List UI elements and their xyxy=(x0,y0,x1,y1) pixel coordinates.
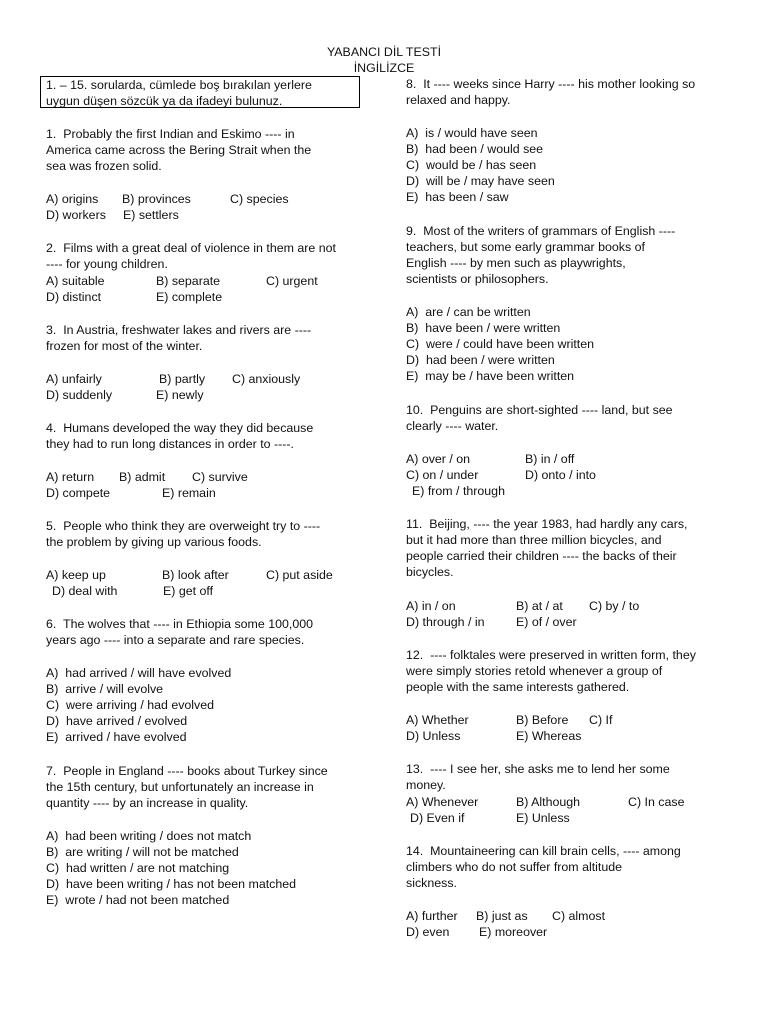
question-12-option: E) Whereas xyxy=(516,729,582,743)
question-4-option: C) survive xyxy=(192,470,248,484)
question-4-option: A) return xyxy=(46,470,95,484)
question-10-option: E) from / through xyxy=(412,484,505,498)
question-8-option: E) has been / saw xyxy=(406,190,509,204)
question-9-stem-line: scientists or philosophers. xyxy=(406,272,549,286)
question-11-option: C) by / to xyxy=(589,599,640,613)
question-5-option: B) look after xyxy=(162,568,229,582)
test-title: YABANCI DİL TESTİ xyxy=(326,45,442,59)
question-13-option: D) Even if xyxy=(410,811,465,825)
question-1-option: C) species xyxy=(230,192,289,206)
question-4-stem-line: 4. Humans developed the way they did because xyxy=(46,421,314,435)
question-12-option: A) Whether xyxy=(406,713,469,727)
question-13-option: E) Unless xyxy=(516,811,570,825)
question-11-option: A) in / on xyxy=(406,599,456,613)
question-5-option: A) keep up xyxy=(46,568,106,582)
question-5-option: E) get off xyxy=(163,584,214,598)
question-13-option: C) In case xyxy=(628,795,685,809)
question-9-option: D) had been / were written xyxy=(406,353,555,367)
question-8-option: B) had been / would see xyxy=(406,142,544,156)
question-8-option: A) is / would have seen xyxy=(406,126,538,140)
question-6-option: C) were arriving / had evolved xyxy=(46,698,215,712)
question-1-stem-line: 1. Probably the first Indian and Eskimo ---- in xyxy=(46,127,295,141)
question-2-option: B) separate xyxy=(156,274,221,288)
question-1-option: B) provinces xyxy=(122,192,191,206)
question-14-option: A) further xyxy=(406,909,458,923)
question-5-option: C) put aside xyxy=(266,568,333,582)
question-7-option: D) have been writing / has not been matched xyxy=(46,877,297,891)
question-8-option: D) will be / may have seen xyxy=(406,174,555,188)
question-13-stem-line: 13. ---- I see her, she asks me to lend her some xyxy=(406,762,670,776)
question-4-option: E) remain xyxy=(162,486,216,500)
question-2-stem-line: 2. Films with a great deal of violence in them are not xyxy=(46,241,336,255)
question-14-option: E) moreover xyxy=(479,925,548,939)
question-7-stem-line: quantity ---- by an increase in quality. xyxy=(46,796,249,810)
question-1-stem-line: America came across the Bering Strait when the xyxy=(46,143,312,157)
question-1-option: D) workers xyxy=(46,208,106,222)
question-10-stem-line: 10. Penguins are short-sighted ---- land, but see xyxy=(406,403,673,417)
question-6-option: E) arrived / have evolved xyxy=(46,730,187,744)
question-6-option: A) had arrived / will have evolved xyxy=(46,666,232,680)
question-5-stem-line: 5. People who think they are overweight try to ---- xyxy=(46,519,321,533)
question-9-option: A) are / can be written xyxy=(406,305,531,319)
question-14-option: C) almost xyxy=(552,909,606,923)
question-3-option: A) unfairly xyxy=(46,372,102,386)
question-3-option: D) suddenly xyxy=(46,388,113,402)
instructions-line: 1. – 15. sorularda, cümlede boş bırakılan yerlere xyxy=(46,78,312,92)
question-13-option: B) Although xyxy=(516,795,581,809)
question-6-option: B) arrive / will evolve xyxy=(46,682,164,696)
question-12-option: C) If xyxy=(589,713,613,727)
question-10-option: D) onto / into xyxy=(525,468,596,482)
question-2-option: C) urgent xyxy=(266,274,318,288)
question-12-stem-line: 12. ---- folktales were preserved in written form, they xyxy=(406,648,696,662)
question-3-stem-line: frozen for most of the winter. xyxy=(46,339,203,353)
question-3-option: E) newly xyxy=(156,388,204,402)
question-8-option: C) would be / has seen xyxy=(406,158,537,172)
question-1-stem-line: sea was frozen solid. xyxy=(46,159,162,173)
question-8-stem-line: 8. It ---- weeks since Harry ---- his mother looking so xyxy=(406,77,696,91)
question-7-stem-line: the 15th century, but unfortunately an increase in xyxy=(46,780,314,794)
question-14-stem-line: climbers who do not suffer from altitude xyxy=(406,860,623,874)
question-11-option: E) of / over xyxy=(516,615,577,629)
question-10-option: C) on / under xyxy=(406,468,479,482)
question-11-stem-line: but it had more than three million bicycles, and xyxy=(406,533,662,547)
question-11-stem-line: 11. Beijing, ---- the year 1983, had hardly any cars, xyxy=(406,517,688,531)
question-12-option: B) Before xyxy=(516,713,569,727)
question-11-option: B) at / at xyxy=(516,599,563,613)
question-6-option: D) have arrived / evolved xyxy=(46,714,188,728)
question-6-stem-line: years ago ---- into a separate and rare species. xyxy=(46,633,305,647)
question-14-stem-line: 14. Mountaineering can kill brain cells, ---- among xyxy=(406,844,681,858)
question-9-option: B) have been / were written xyxy=(406,321,561,335)
question-4-option: D) compete xyxy=(46,486,111,500)
question-13-option: A) Whenever xyxy=(406,795,479,809)
question-11-stem-line: people carried their children ---- the backs of their xyxy=(406,549,677,563)
question-12-stem-line: were simply stories retold whenever a group of xyxy=(406,664,663,678)
test-subtitle: İNGİLİZCE xyxy=(353,61,415,75)
question-5-stem-line: the problem by giving up various foods. xyxy=(46,535,262,549)
question-9-option: C) were / could have been written xyxy=(406,337,595,351)
question-2-option: D) distinct xyxy=(46,290,102,304)
question-14-option: D) even xyxy=(406,925,450,939)
question-2-option: E) complete xyxy=(156,290,223,304)
question-6-stem-line: 6. The wolves that ---- in Ethiopia some 100,000 xyxy=(46,617,313,631)
question-10-option: B) in / off xyxy=(525,452,575,466)
question-9-option: E) may be / have been written xyxy=(406,369,575,383)
instructions-line: uygun düşen sözcük ya da ifadeyi bulunuz. xyxy=(46,94,283,108)
question-3-option: C) anxiously xyxy=(232,372,301,386)
question-12-stem-line: people with the same interests gathered. xyxy=(406,680,630,694)
question-7-option: C) had written / are not matching xyxy=(46,861,230,875)
question-14-option: B) just as xyxy=(476,909,528,923)
question-1-option: E) settlers xyxy=(123,208,179,222)
question-4-option: B) admit xyxy=(119,470,166,484)
question-2-option: A) suitable xyxy=(46,274,105,288)
question-5-option: D) deal with xyxy=(52,584,118,598)
question-14-stem-line: sickness. xyxy=(406,876,457,890)
question-10-option: A) over / on xyxy=(406,452,471,466)
question-13-stem-line: money. xyxy=(406,778,446,792)
question-7-option: E) wrote / had not been matched xyxy=(46,893,230,907)
question-7-option: B) are writing / will not be matched xyxy=(46,845,239,859)
question-2-stem-line: ---- for young children. xyxy=(46,257,168,271)
question-10-stem-line: clearly ---- water. xyxy=(406,419,499,433)
question-12-option: D) Unless xyxy=(406,729,461,743)
question-8-stem-line: relaxed and happy. xyxy=(406,93,511,107)
question-9-stem-line: 9. Most of the writers of grammars of English ---- xyxy=(406,224,676,238)
question-7-option: A) had been writing / does not match xyxy=(46,829,252,843)
question-11-stem-line: bicycles. xyxy=(406,565,454,579)
question-7-stem-line: 7. People in England ---- books about Turkey since xyxy=(46,764,328,778)
question-3-option: B) partly xyxy=(159,372,206,386)
question-9-stem-line: English ---- by men such as playwrights, xyxy=(406,256,626,270)
question-1-option: A) origins xyxy=(46,192,99,206)
question-3-stem-line: 3. In Austria, freshwater lakes and rivers are ---- xyxy=(46,323,312,337)
question-9-stem-line: teachers, but some early grammar books of xyxy=(406,240,645,254)
question-4-stem-line: they had to run long distances in order to ----. xyxy=(46,437,294,451)
question-11-option: D) through / in xyxy=(406,615,485,629)
